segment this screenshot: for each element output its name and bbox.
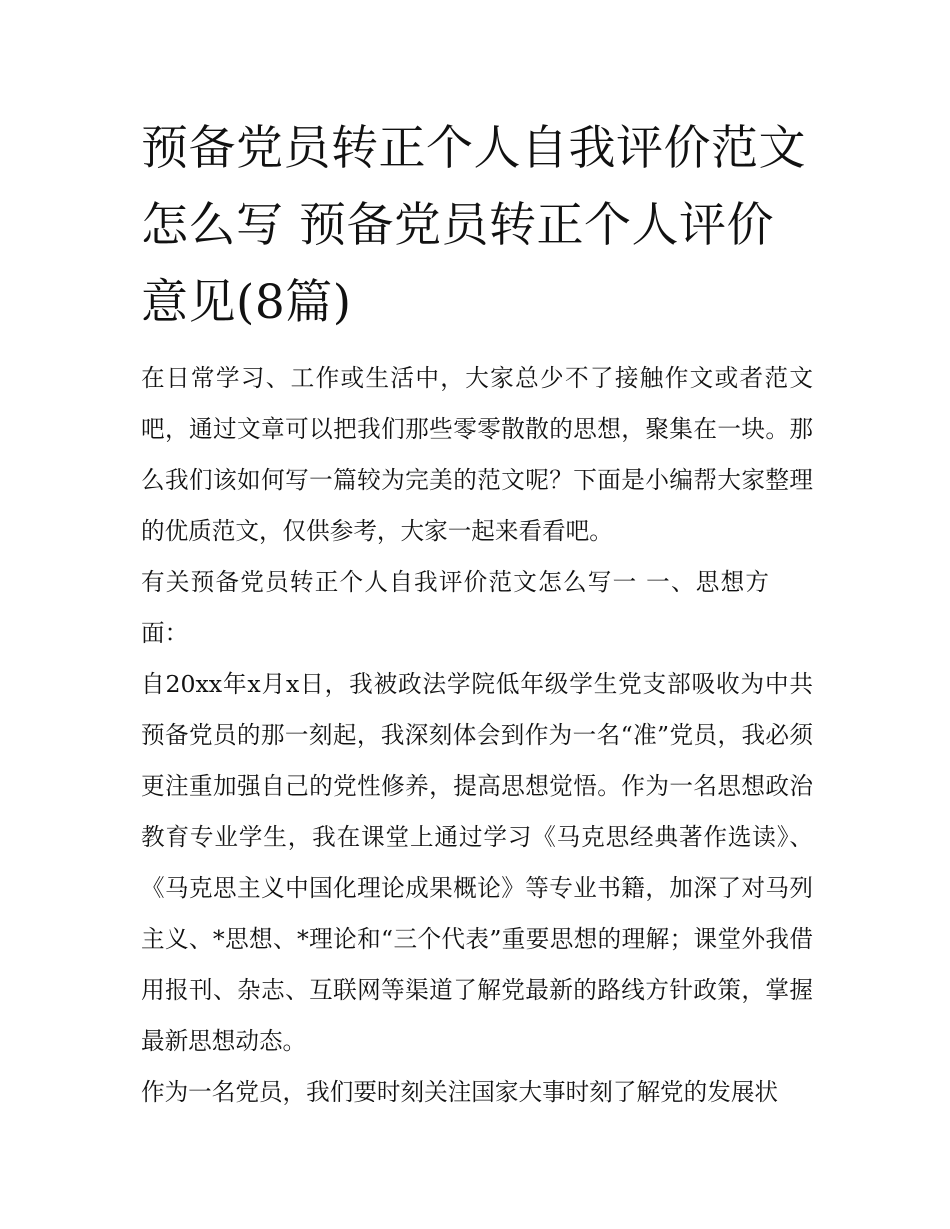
section-heading-paragraph: 有关预备党员转正个人自我评价范文怎么写一 一、思想方面： — [141, 568, 769, 647]
document-title: 预备党员转正个人自我评价范文怎么写 预备党员转正个人评价意见(8篇) — [141, 121, 806, 330]
party-member-paragraph: 作为一名党员，我们要时刻关注国家大事时刻了解党的发展状 — [141, 1078, 779, 1106]
intro-paragraph: 在日常学习、工作或生活中，大家总少不了接触作文或者范文吧，通过文章可以把我们那些零零散散的思想，聚集在一块。那么我们该如何写一篇较为完美的范文呢？下面是小编帮大家整理的优质范文，仅供参考，大家一起来看看吧。 — [141, 364, 813, 545]
thought-paragraph: 自20xx年x月x日，我被政法学院低年级学生党支部吸收为中共预备党员的那一刻起，我深刻体会到作为一名“准”党员，我必须更注重加强自己的党性修养，提高思想觉悟。作为一名思想政治教育专业学生，我在课堂上通过学习《马克思经典著作选读》、《马克思主义中国化理论成果概论》等专业书籍，加深了对马列主义、*思想、*理论和“三个代表”重要思想的理解；课堂外我借用报刊、杂志、互联网等渠道了解党最新的路线方针政策，掌握最新思想动态。 — [141, 670, 813, 1055]
document-body — [141, 110, 813, 1118]
